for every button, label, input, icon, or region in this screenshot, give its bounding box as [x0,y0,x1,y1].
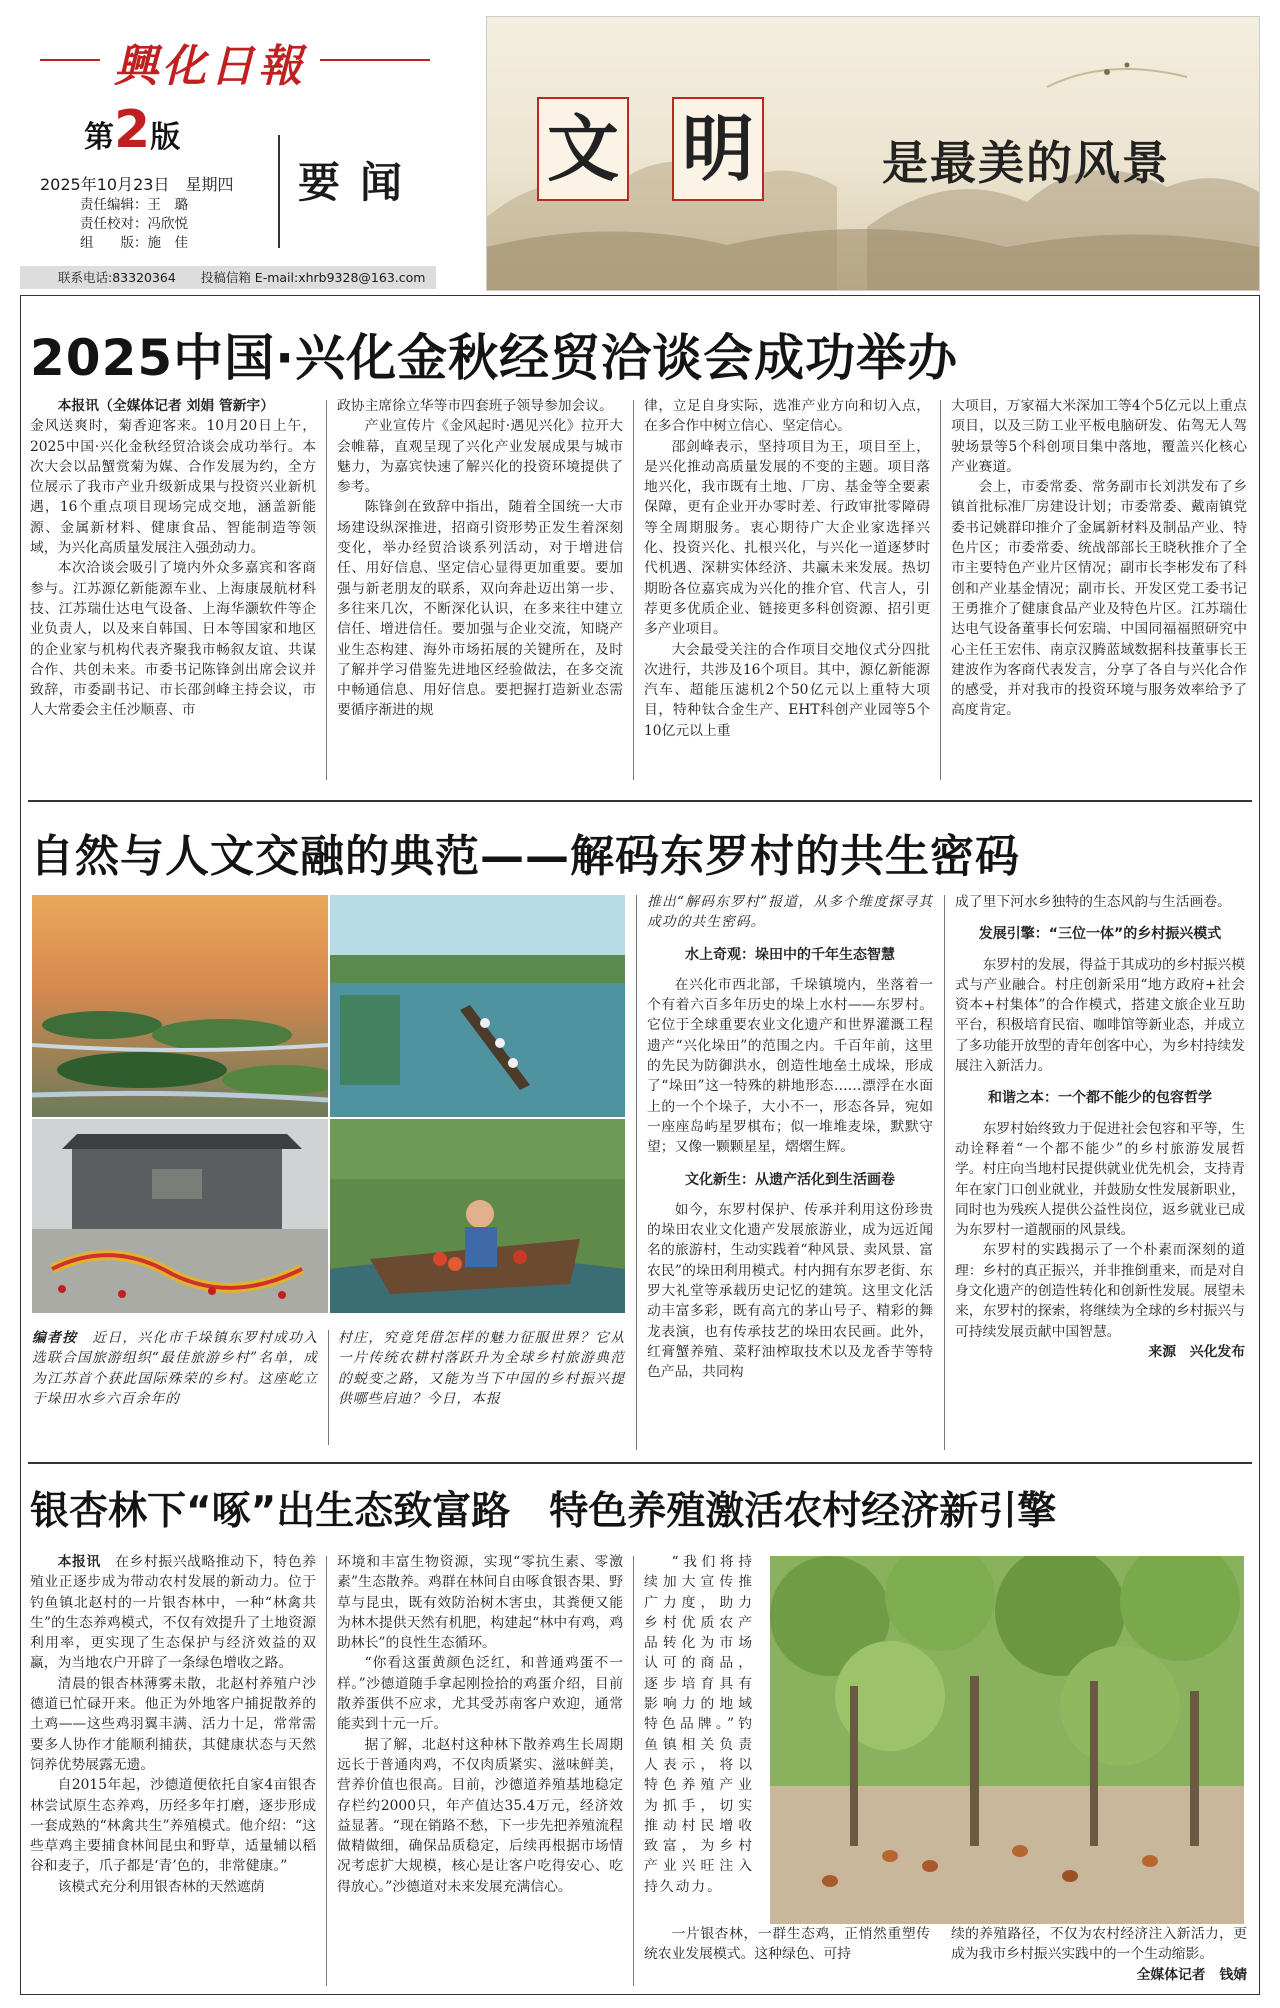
subhead-culture-rebirth: 文化新生：从遗产活化到生活画卷 [685,1171,895,1188]
article1-col1: 本报讯（全媒体记者 刘娟 管新宇） 金风送爽时，菊香迎客来。10月20日上午，2025中国·兴化金秋经贸洽谈会成功举行。本次大会以品蟹赏菊为媒、合作发展为约，全方位展示了我市产业升级新成果与投资兴业新机遇，16个重点项目现场完成交地，涵盖新能源、金属新材料、健康食品、智能制造等领域，为兴化高质量发展注入强劲动力。 本次洽谈会吸引了境内外众多嘉宾和客商参与。江苏源亿新能源车业、上海康晟航材科技、江苏瑞仕达电气设备、上海华灏软件等企业负责人，以及来自韩国、日本等国家和地区的企业家与机构代表齐聚我市畅叙友谊、共谋合作、共创未来。市委书记陈锋剑出席会议并致辞，市委副书记、市长邵剑峰主持会议，市人大常委会主任沙顺喜、市 [30,398,316,719]
subhead-harmony: 和谐之本：一个都不能少的包容哲学 [988,1090,1212,1107]
editor-note-label: 编者按 [32,1330,78,1346]
section-rule [28,800,1252,802]
article3-col4-bottom: 续的养殖路径，不仅为农村经济注入新活力，更成为我市乡村振兴实践中的一个生动缩影。 全媒体记者 钱婧 [951,1924,1247,1990]
article3-col3-bottom: 一片银杏林，一群生态鸡，正悄然重塑传统农业发展模式。这种绿色、可持 [644,1926,930,1963]
section-divider [278,135,280,248]
banner-char-wen: 文 [537,97,629,201]
article1-col3: 律，立足自身实际，选准产业方向和切入点，在多合作中树立信心、坚定信心。 邵剑峰表示，坚持项目为王，项目至上，是兴化推动高质量发展的不变的主题。项目落地兴化，我市既有土地、厂房、基金等全要素保障，更有企业开办零时差、行政审批零障碍等全周期服务。衷心期待广大企业家选择兴化、投资兴化、扎根兴化，与兴化一道逐梦时代机遇、深耕实体经济、共赢未来发展。热切期盼各位嘉宾成为兴化的推介官、代言人，引荐更多优质企业、链接更多科创资源、招引更多产业项目。 大会最受关注的合作项目交地仪式分四批次进行，共涉及16个项目。其中，源亿新能源汽车、超能压滤机2个50亿元以上重特大项目，特种钛合金生产、EHT科创产业园等5个10亿元以上重 [644,398,930,739]
section-title: 要闻 [298,158,423,207]
subhead-water-wonder: 水上奇观：垛田中的千年生态智慧 [685,946,895,963]
page-number: 第2版 [84,100,181,160]
column-rule [633,400,634,780]
photo-duotian-aerial [32,895,328,1117]
article1-col4: 大项目，万家福大米深加工等4个5亿元以上重点项目，以及三防工业平板电脑研发、佑驾无人驾驶场景等5个科创项目集中落地，覆盖兴化核心产业赛道。 会上，市委常委、常务副市长刘洪发布了乡镇首批标准厂房建设计划；市委常委、戴南镇党委书记姚群印推介了金属新材料及制品产业、特色片区；市委常委、统战部部长王晓秋推介了全市主要特色产业片区情况；副市长李彬发布了科创和产业基金情况；副市长、开发区党工委书记王勇推介了健康食品产业及特色片区。江苏瑞仕达电气设备董事长何宏瑞、中国同福福照研究中心主任王宏伟、南京汉腾蓝域数据科技董事长王建波作为客商代表发言，分享了各自与兴化合作的感受，并对我市的投资环境与服务效率给予了高度肯定。 [951,398,1247,719]
page-number-value: 2 [114,100,151,160]
article2-col4: 成了里下河水乡独特的生态风韵与生活画卷。 发展引擎：“三位一体”的乡村振兴模式 东罗村的发展，得益于其成功的乡村振兴模式与产业融合。村庄创新采用“地方政府+社会资本+村集体”的合作模式，搭建文旅企业互助平台，积极培育民宿、咖啡馆等新业态，并成立了多功能开放型的青年创客中心，为乡村持续发展注入新活力。 和谐之本：一个都不能少的包容哲学 东罗村始终致力于促进社会包容和平等，生动诠释着“一个都不能少”的乡村旅游发展哲学。村庄向当地村民提供就业优先机会，支持青年在家门口创业就业，并鼓励女性发展新职业，同时也为残疾人提供公益性岗位，返乡就业已成为东罗村一道靓丽的风景线。 东罗村的实践揭示了一个朴素而深刻的道理：乡村的真正振兴，并非推倒重来，而是对自身文化遗产的创造性转化和创新性发展。展望未来，东罗村的探索，将继续为全球的乡村振兴与可持续发展贡献中国智慧。 来源 兴化发布 [955,892,1245,1452]
article2-headline: 自然与人文交融的典范——解码东罗村的共生密码 [30,831,1020,882]
article3-byline: 全媒体记者 钱婧 [1136,1966,1247,1983]
column-rule [940,400,941,780]
civilization-banner [486,16,1260,291]
subhead-development-engine: 发展引擎：“三位一体”的乡村振兴模式 [978,926,1222,943]
staff-proofreader: 责任校对：冯欣悦 [80,216,188,232]
article2-editor-note-b: 村庄，究竟凭借怎样的魅力征服世界？它从一片传统农耕村落跃升为全球乡村旅游典范的蜕变之路，又能为当下中国的乡村振兴提供哪些启迪？今日，本报 [338,1330,625,1407]
column-rule [328,1330,329,1445]
contact-bar: 联系电话:83320364 投稿信箱 E-mail:xhrb9328@163.com [20,266,436,289]
logo-rule-right [320,59,430,61]
article3-lead: 本报讯 [57,1554,101,1570]
banner-slogan: 是最美的风景 [882,136,1170,190]
issue-date: 2025年10月23日 星期四 [40,175,234,194]
photo-ginkgo-chickens [770,1556,1244,1924]
article3-col1: 本报讯 在乡村振兴战略推动下，特色养殖业正逐步成为带动农村发展的新动力。位于钓鱼镇北赵村的一片银杏林中，一种“林禽共生”的生态养鸡模式，不仅有效提升了土地资源利用率，更实现了生态保护与经济效益的双赢，为当地农户开辟了一条绿色增收之路。 清晨的银杏林薄雾未散，北赵村养殖户沙德道已忙碌开来。他正为外地客户捕捉散养的土鸡——这些鸡羽翼丰满、活力十足，常常需要多人协作才能顺利捕获，其健康状态与天然饲养优势展露无遗。 自2015年起，沙德道便依托自家4亩银杏林尝试原生态养鸡，历经多年打磨，逐步形成一套成熟的“林禽共生”养殖模式。他介绍：“这些草鸡主要捕食林间昆虫和野草，适量辅以稻谷和麦子，爪子都是‘青’色的，非常健康。” 该模式充分利用银杏林的天然遮荫 [30,1554,316,1895]
article1-headline: 2025中国·兴化金秋经贸洽谈会成功举办 [30,329,959,387]
article2-col3: 推出“解码东罗村”报道，从多个维度探寻其成功的共生密码。 水上奇观：垛田中的千年生态智慧 在兴化市西北部，千垛镇境内，坐落着一个有着六百多年历史的垛上水村——东罗村。它位于全球重要农业文化遗产和世界灌溉工程遗产“兴化垛田”的范围之内。千百年前，这里的先民为防御洪水，创造性地垒土成垛，形成了“垛田”这一特殊的耕地形态……漂浮在水面上的一个个垛子，大小不一，形态各异，宛如一座座岛屿星罗棋布；似一堆堆麦垛，默默守望；又像一颗颗星星，熠熠生辉。 文化新生：从遗产活化到生活画卷 如今，东罗村保护、传承并利用这份珍贵的垛田农业文化遗产发展旅游业，成为远近闻名的旅游村，生动实践着“种风景、卖风景、富农民”的垛田利用模式。村内拥有东罗老街、东罗大礼堂等承载历史记忆的建筑。这里文化活动丰富多彩，既有高亢的茅山号子、精彩的舞龙表演，也有传承技艺的垛田农民画。此外，红膏蟹养殖、菜籽油榨取技术以及龙香芋等特色产品，共同构 [647,894,933,1381]
column-rule [944,895,945,1450]
article2-editor-note-a: 编者按 近日，兴化市千垛镇东罗村成功入选联合国旅游组织“最佳旅游乡村”名单，成为江苏首个获此国际殊荣的乡村。这座屹立于垛田水乡六百余年的 [32,1330,318,1407]
article1-lead: 本报讯（全媒体记者 刘娟 管新宇） [57,398,275,414]
staff-editor: 责任编辑：王 璐 [80,197,188,213]
photo-farmer-boat [330,1119,625,1313]
article1-col2: 政协主席徐立华等市四套班子领导参加会议。 产业宣传片《金风起时·遇见兴化》拉开大会帷幕，直观呈现了兴化产业发展成果与城市魅力，为嘉宾快速了解兴化的投资环境提供了参考。 陈锋剑在致辞中指出，随着全国统一大市场建设纵深推进，招商引资形势正发生着深刻变化，举办经贸洽谈系列活动，对于增进信任、用好信息、坚定信心显得更加重要。要加强与新老朋友的联系，双向奔赴迈出第一步、多往来几次，不断深化认识，在多来往中建立信任、增进信任。要加强与企业交流，知晓产业生态构建、海外市场拓展的关键所在，及时了解并学习借鉴先进地区经验做法，在多交流中畅通信息、用好信息。要把握打造新业态需要循序渐进的规 [337,398,623,719]
column-rule [636,895,637,1450]
article3-col3-beside-photo: “我们将持续加大宣传推广力度，助力乡村优质农产品转化为市场认可的商品，逐步培育具有影响力的地域特色品牌。”钓鱼镇相关负责人表示，将以特色养殖产业为抓手，切实推动村民增收致富，为乡村产业兴旺注入持久动力。 [644,1554,754,1895]
staff-layout: 组 版：施 佳 [80,235,188,251]
editorial-staff [80,196,188,253]
article3-headline: 银杏林下“啄”出生态致富路 特色养殖激活农村经济新引擎 [30,1489,1057,1534]
section-rule [28,1462,1252,1464]
column-rule [326,1556,327,1986]
banner-char-ming: 明 [672,97,764,201]
photo-dragon-dance [32,1119,328,1313]
newspaper-logo: 興化日報 [114,41,306,92]
photo-boat-canal [330,895,625,1117]
column-rule [633,1556,634,1986]
article2-source: 来源 兴化发布 [1148,1343,1245,1360]
column-rule [326,400,327,780]
article3-col2: 环境和丰富生物资源，实现“零抗生素、零激素”生态散养。鸡群在林间自由啄食银杏果、野草与昆虫，既有效防治树木害虫，其粪便又能为林木提供天然有机肥，构建起“林中有鸡，鸡助林长”的良性生态循环。 “你看这蛋黄颜色泛红，和普通鸡蛋不一样。”沙德道随手拿起刚捡拾的鸡蛋介绍，目前散养蛋供不应求，尤其受苏南客户欢迎，通常能卖到十元一斤。 据了解，北赵村这种林下散养鸡生长周期远长于普通肉鸡，不仅肉质紧实、滋味鲜美，营养价值也很高。目前，沙德道养殖基地稳定存栏约2000只，年产值达35.4万元，经济效益显著。“现在销路不愁，下一步先把养殖流程做精做细，确保品质稳定，后续再根据市场情况考虑扩大规模，核心是让客户吃得安心、吃得放心。”沙德道对未来发展充满信心。 [337,1554,623,1895]
